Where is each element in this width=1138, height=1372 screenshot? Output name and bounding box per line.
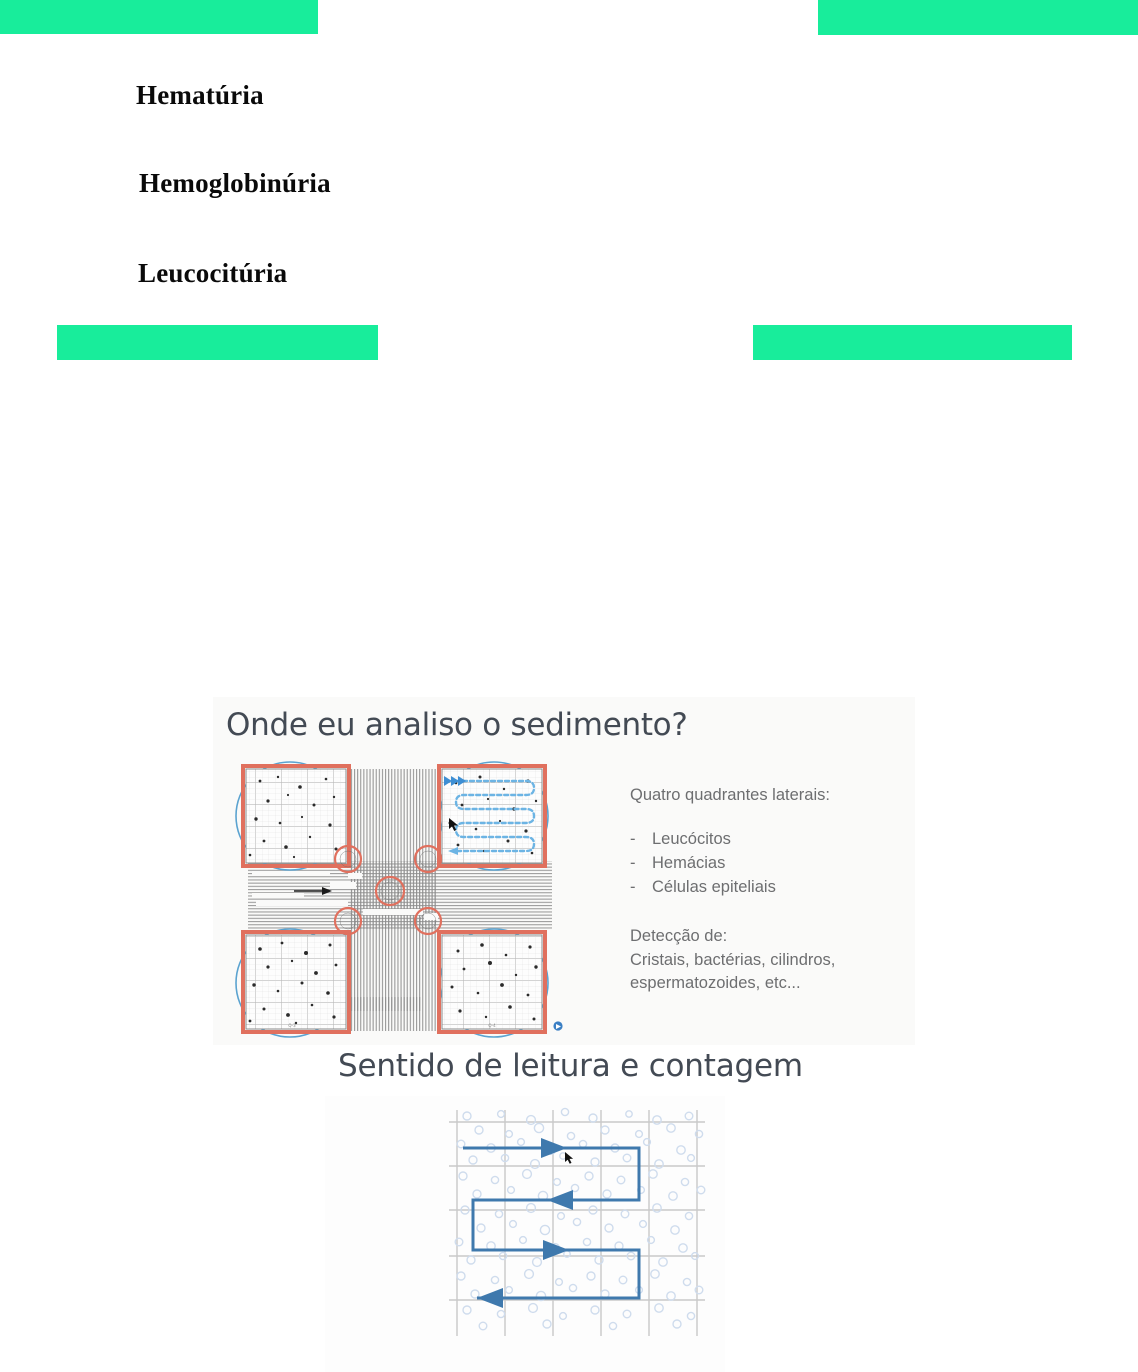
slide-title: Onde eu analiso o sedimento? <box>226 707 688 743</box>
heading-hemoglobinuria: Hemoglobinúria <box>139 168 331 198</box>
neubauer-chamber-diagram <box>230 761 570 1039</box>
list-item <box>630 851 915 875</box>
top-left-highlight-bar <box>0 0 318 34</box>
list-item-label: Células epiteliais <box>652 878 776 897</box>
serpentine-counting-diagram <box>443 1100 711 1345</box>
detection-line: espermatozoides, etc... <box>630 974 801 993</box>
slide-info-column <box>630 786 915 996</box>
slide-image-counting-direction <box>325 1096 725 1372</box>
bullet-dash: - <box>630 878 636 897</box>
list-item <box>630 875 915 899</box>
info-heading: Quatro quadrantes laterais: <box>630 786 830 804</box>
bullet-dash: - <box>630 830 636 848</box>
detection-block <box>630 925 915 995</box>
svg-text:Q-3: Q-3 <box>288 1023 296 1028</box>
bottom-right-highlight-bar <box>753 325 1072 360</box>
detection-line: Cristais, bactérias, cilindros, <box>630 950 836 969</box>
heading-leucocituria: Leucocitúria <box>138 258 288 288</box>
detection-heading: Detecção de: <box>630 927 728 946</box>
top-right-highlight-bar <box>818 0 1138 35</box>
quadrant-findings-list <box>630 827 915 899</box>
slide-image-sediment-analysis <box>213 697 915 1045</box>
bullet-dash: - <box>630 854 636 873</box>
heading-hematuria: Hematúria <box>136 80 264 110</box>
list-item-label: Hemácias <box>652 854 726 873</box>
slide-caption-reading-direction: Sentido de leitura e contagem <box>338 1048 803 1084</box>
bottom-left-highlight-bar <box>57 325 378 360</box>
svg-text:Q-4: Q-4 <box>488 1023 496 1028</box>
list-item <box>630 827 915 851</box>
list-item-label: Leucócitos <box>652 830 731 848</box>
